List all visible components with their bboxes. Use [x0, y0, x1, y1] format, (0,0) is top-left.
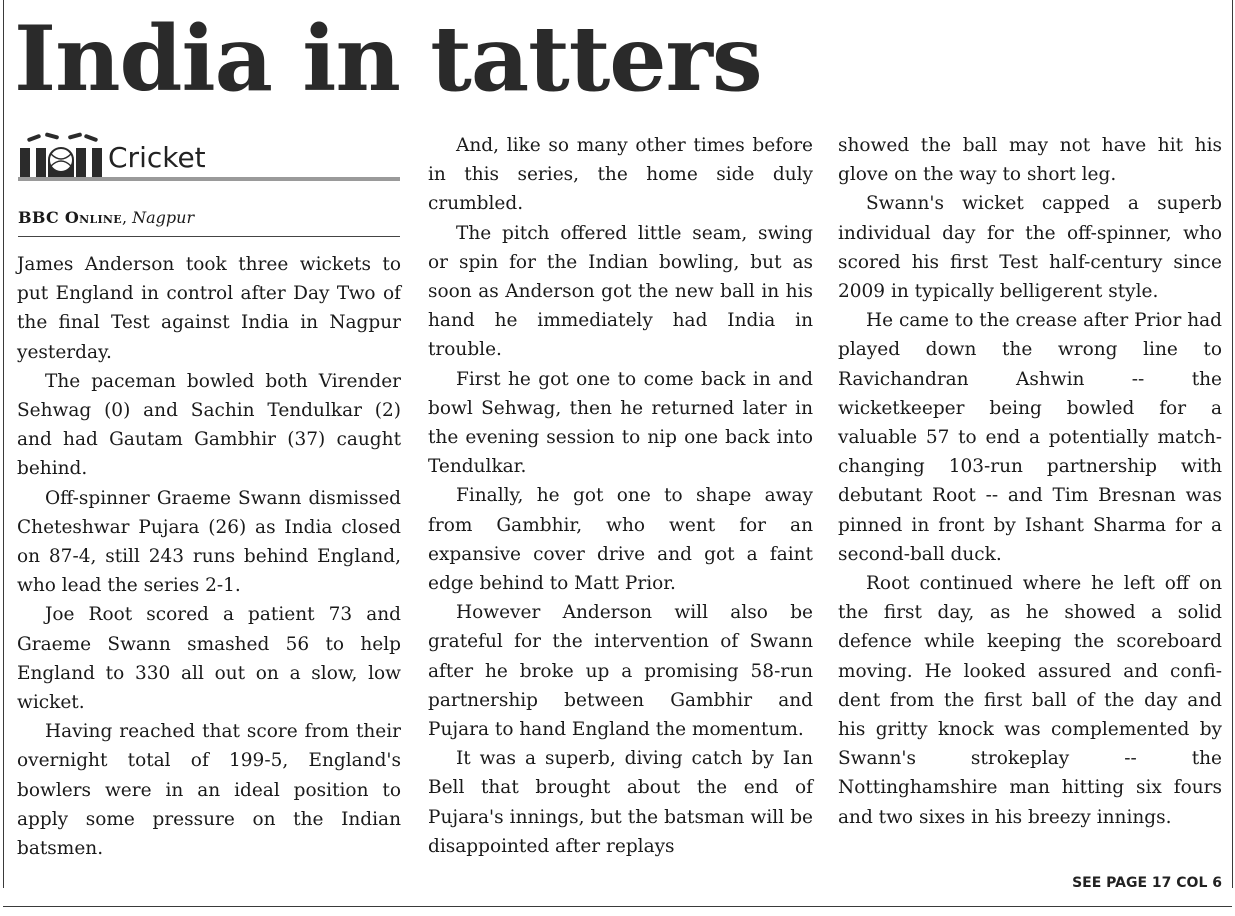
section-underline — [18, 177, 400, 181]
byline-rule — [18, 236, 400, 237]
article-column-1 — [17, 250, 401, 863]
right-column-rule — [1232, 0, 1233, 888]
paragraph: It was a superb, diving catch by Ian Bell that brought about the end of Pujara's innings, but the batsman will be disappointed after replays — [428, 748, 813, 857]
byline-source: BBC Online — [18, 208, 122, 227]
section-header — [18, 130, 400, 182]
article-column-2 — [428, 131, 813, 861]
cricket-stumps-ball-icon — [18, 130, 104, 180]
article-column-3 — [838, 131, 1222, 832]
paragraph: He came to the crease after Prior had played down the wrong line to Ravichandran Ashwin -- the wicketkeeper being bowled for a valuable 57 to end a potentially match-changing 103-run partnership with debutant Root -- and Tim Bresnan was pinned in front by Ishant Sharma for a second-ball duck. — [838, 310, 1222, 565]
paragraph: However Anderson will also be grateful for the intervention of Swann after he broke up a promising 58-run partnership between Gambhir and Pujara to hand England the momentum. — [428, 602, 813, 741]
continued-jump-line[interactable]: SEE PAGE 17 COL 6 — [1072, 875, 1222, 891]
paragraph: James Anderson took three wickets to put England in control after Day Two of the final Test against India in Nagpur yesterday. — [17, 254, 401, 363]
paragraph: First he got one to come back in and bowl Sehwag, then he returned later in the evening session to nip one back into Tendulkar. — [428, 368, 813, 478]
paragraph: showed the ball may not have hit his glove on the way to short leg. — [838, 135, 1222, 186]
byline — [18, 207, 400, 229]
headline: India in tatters — [14, 6, 762, 112]
paragraph: Swann's wicket capped a superb individual day for the off-spinner, who scored his first Test half-century since 2009 in typically belligerent style. — [838, 193, 1222, 303]
paragraph: And, like so many other times before in this series, the home side duly crumbled. — [428, 135, 813, 215]
paragraph: Finally, he got one to shape away from Gambhir, who went for an expansive cover drive and got a faint edge behind to Matt Prior. — [428, 485, 813, 595]
paragraph: Root continued where he left off on the first day, as he showed a solid defence while keeping the scoreboard moving. He looked assured and confident from the first ball of the day and his gritty knock was complemented by Swann's strokeplay -- the Nottinghamshire man hitting six fours and two sixes in his breezy innings. — [838, 573, 1222, 828]
byline-place: Nagpur — [132, 208, 195, 227]
paragraph: Having reached that score from their overnight total of 199-5, England's bowlers were in an ideal position to apply some pressure on the Indian batsmen. — [17, 721, 401, 860]
paragraph: The paceman bowled both Virender Sehwag (0) and Sachin Tendulkar (2) and had Gautam Gambhir (37) caught behind. — [17, 370, 401, 480]
paragraph: The pitch offered little seam, swing or spin for the Indian bowling, but as soon as Anderson got the new ball in his hand he immediately had India in trouble. — [428, 222, 813, 361]
byline-separator: , — [121, 208, 133, 227]
bottom-rule — [3, 906, 1232, 907]
paragraph: Joe Root scored a patient 73 and Graeme Swann smashed 56 to help England to 330 all out on a slow, low wicket. — [17, 604, 401, 714]
paragraph: Off-spinner Graeme Swann dismissed Cheteshwar Pujara (26) as India closed on 87-4, still 243 runs behind England, who lead the series 2-1. — [17, 487, 401, 597]
left-column-rule — [3, 0, 4, 888]
section-name: Cricket — [108, 141, 206, 174]
